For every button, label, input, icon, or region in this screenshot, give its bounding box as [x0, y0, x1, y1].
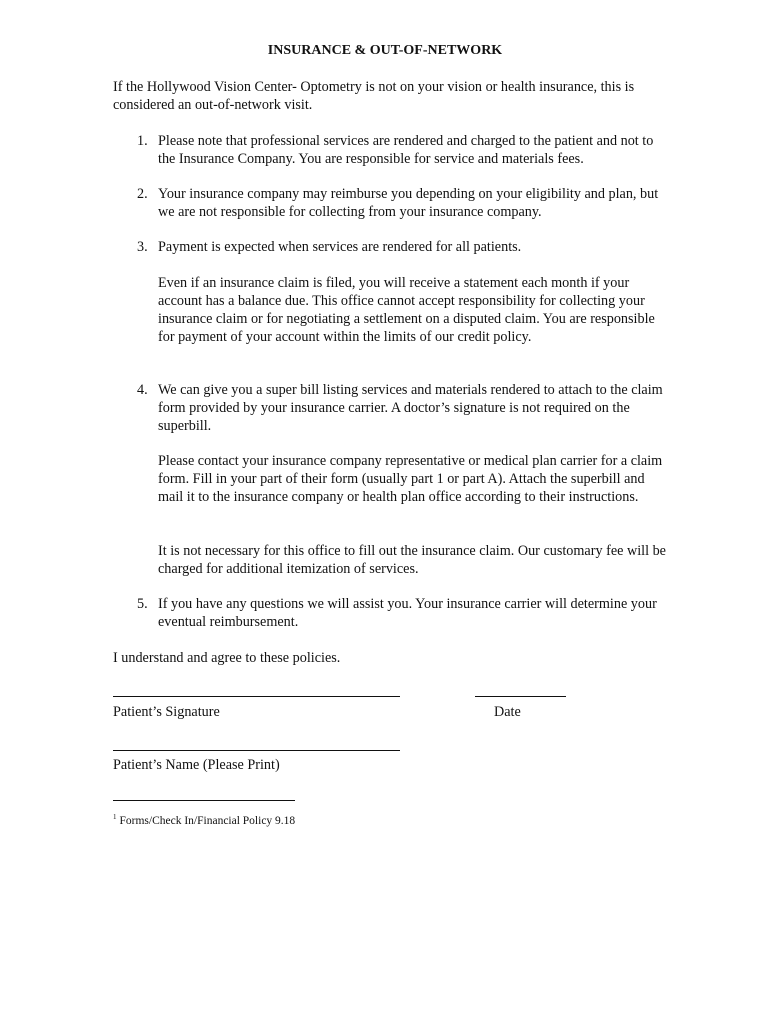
list-item-text: If you have any questions we will assist you. Your insurance carrier will determine your eventual reimbursement. [158, 596, 657, 630]
agreement-statement: I understand and agree to these policies. [113, 650, 341, 666]
list-item-text: Your insurance company may reimburse you depending on your eligibility and plan, but we are not responsible for collecting from your insurance company. [158, 186, 659, 220]
list-item [113, 381, 673, 435]
list-item-text: We can give you a super bill listing services and materials rendered to attach to the claim form provided by your insurance carrier. A doctor’s signature is not required on the superbill. [158, 382, 663, 434]
document-title: INSURANCE & OUT-OF-NETWORK [267, 43, 503, 58]
intro-paragraph: If the Hollywood Vision Center- Optometry is not on your vision or health insurance, this is considered an out-of-network visit. [113, 79, 635, 113]
list-item [113, 132, 673, 168]
footnote-text: Forms/Check In/Financial Policy 9.18 [119, 815, 296, 827]
list-item-number: 3. [137, 239, 148, 255]
list-item [113, 185, 673, 221]
date-line[interactable] [475, 696, 566, 697]
name-line[interactable] [113, 750, 400, 751]
list-item-paragraph: Please contact your insurance company representative or medical plan carrier for a claim form. Fill in your part of their form (usually part 1 or part A). Attach the superbill and mail it to the insurance company or health plan office according to their instructions. [158, 453, 663, 505]
list-item-number: 4. [137, 382, 148, 398]
list-item-number: 5. [137, 596, 148, 612]
list-item-paragraph: Even if an insurance claim is filed, you will receive a statement each month if your account has a balance due. This office cannot accept responsibility for collecting your insurance claim or for negotiating a settlement on a disputed claim. You are responsible for payment of your account within the limits of our credit policy. [158, 275, 655, 345]
list-item-text: Payment is expected when services are rendered for all patients. [158, 239, 522, 255]
name-label: Patient’s Name (Please Print) [113, 757, 280, 773]
signature-label: Patient’s Signature [113, 704, 220, 720]
footnote-marker: 1 [113, 813, 117, 821]
list-item-paragraph: It is not necessary for this office to fill out the insurance claim. Our customary fee will be charged for additional itemization of services. [158, 543, 666, 577]
footnote [113, 808, 295, 830]
list-item-number: 1. [137, 133, 148, 149]
signature-line[interactable] [113, 696, 400, 697]
footnote-separator [113, 800, 295, 801]
list-item-text: Please note that professional services are rendered and charged to the patient and not to the Insurance Company. You are responsible for service and materials fees. [158, 133, 654, 167]
date-label: Date [494, 704, 521, 720]
list-item [113, 595, 673, 631]
list-item-number: 2. [137, 186, 148, 202]
list-item [113, 238, 673, 256]
